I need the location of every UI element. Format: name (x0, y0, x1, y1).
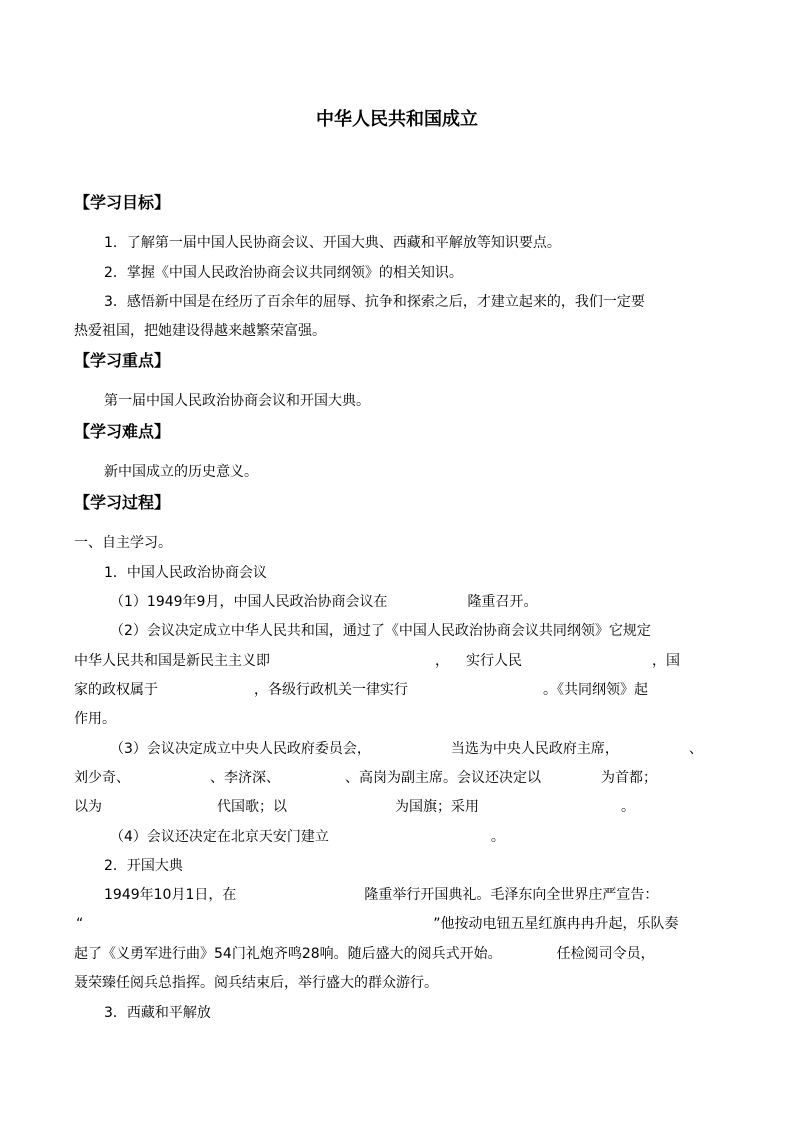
p2-line-3 (74, 943, 655, 963)
goal-1: 1．了解第一届中国人民协商会议、开国大典、西藏和平解放等知识要点。 (104, 235, 561, 251)
q2-line-1: （2）会议决定成立中华人民共和国，通过了《中国人民政治协商会议共同纲领》它规定 (110, 623, 651, 639)
q2-text-e: 家的政权属于 (74, 682, 158, 698)
q2-text-c: 实行人民 (466, 653, 522, 669)
q3-line-1 (110, 738, 703, 758)
q4-text-a: （4）会议还决定在北京天安门建立 (110, 829, 329, 845)
heading-process: 【学习过程】 (74, 493, 171, 512)
q3-text-f: 、高岗为副主席。会议还决定以 (345, 770, 541, 786)
key-point-text: 第一届中国人民政治协商会议和开国大典。 (104, 393, 370, 409)
difficulty-text: 新中国成立的历史意义。 (104, 464, 258, 480)
q1-text-a: （1）1949年9月，中国人民政治协商会议在 (110, 594, 388, 610)
q4-text-b: 。 (490, 829, 505, 845)
q3-text-e: 、李济深、 (210, 770, 280, 786)
q3-text-i: 代国歌；以 (217, 799, 287, 815)
q3-text-b: 当选为中央人民政府主席， (450, 741, 619, 757)
q3-text-g: 为首都； (601, 770, 657, 786)
p2-line-4: 聂荣臻任阅兵总指挥。阅兵结束后，举行盛大的群众游行。 (74, 975, 438, 991)
heading-key-points: 【学习重点】 (74, 351, 171, 370)
q3-text-a: （3）会议决定成立中央人民政府委员会， (110, 741, 371, 757)
goal-3: 3．感悟新中国是在经历了百余年的屈辱、抗争和探索之后，才建立起来的，我们一定要 (104, 294, 645, 310)
item3-title: 3．西藏和平解放 (104, 1005, 211, 1021)
item1-title: 1．中国人民政治协商会议 (104, 565, 267, 581)
p2-text-d: ”他按动电钮五星红旗冉冉升起，乐队奏 (433, 916, 679, 932)
p2-text-c: “ (76, 916, 84, 932)
q3-text-h: 以为 (74, 799, 102, 815)
goal-2: 2．掌握《中国人民政治协商会议共同纲领》的相关知识。 (104, 265, 463, 281)
p2-line-1 (104, 884, 658, 904)
heading-difficulties: 【学习难点】 (74, 422, 171, 441)
p2-line-2 (76, 913, 679, 933)
p2-text-f: 任检阅司令员， (556, 946, 655, 962)
q2-text-d: ，国 (652, 653, 680, 669)
q2-line-4: 作用。 (74, 711, 116, 727)
q3-text-j: 为国旗；采用 (395, 799, 479, 815)
p2-text-e: 起了《义勇军进行曲》54门礼炮齐鸣28响。随后盛大的阅兵式开始。 (74, 946, 502, 962)
q3-text-d: 刘少奇、 (74, 770, 130, 786)
p2-text-a: 1949年10月1日，在 (104, 887, 237, 903)
q3-text-k: 。 (621, 799, 635, 815)
q1-line (110, 591, 537, 611)
q2-line-3 (74, 679, 648, 699)
q2-text-f: ，各级行政机关一律实行 (254, 682, 408, 698)
q3-line-2 (74, 767, 657, 787)
page-title: 中华人民共和国成立 (316, 109, 478, 130)
q2-text-b: ， (435, 653, 449, 669)
heading-goals: 【学习目标】 (74, 193, 171, 212)
q3-line-3 (74, 796, 635, 816)
q4-line (110, 826, 505, 846)
item2-title: 2．开国大典 (104, 858, 183, 874)
section-self-study: 一、自主学习。 (74, 535, 172, 551)
p2-text-b: 隆重举行开国典礼。毛泽东向全世界庄严宣告： (364, 887, 659, 903)
q2-text-a: 中华人民共和国是新民主主义即 (74, 653, 270, 669)
q2-text-g: 。《共同纲领》起 (543, 682, 648, 698)
q2-line-2 (74, 650, 680, 670)
q1-text-b: 隆重召开。 (467, 594, 538, 610)
q3-text-c: 、 (688, 741, 703, 757)
goal-3-cont: 热爱祖国，把她建设得越来越繁荣富强。 (74, 323, 326, 339)
